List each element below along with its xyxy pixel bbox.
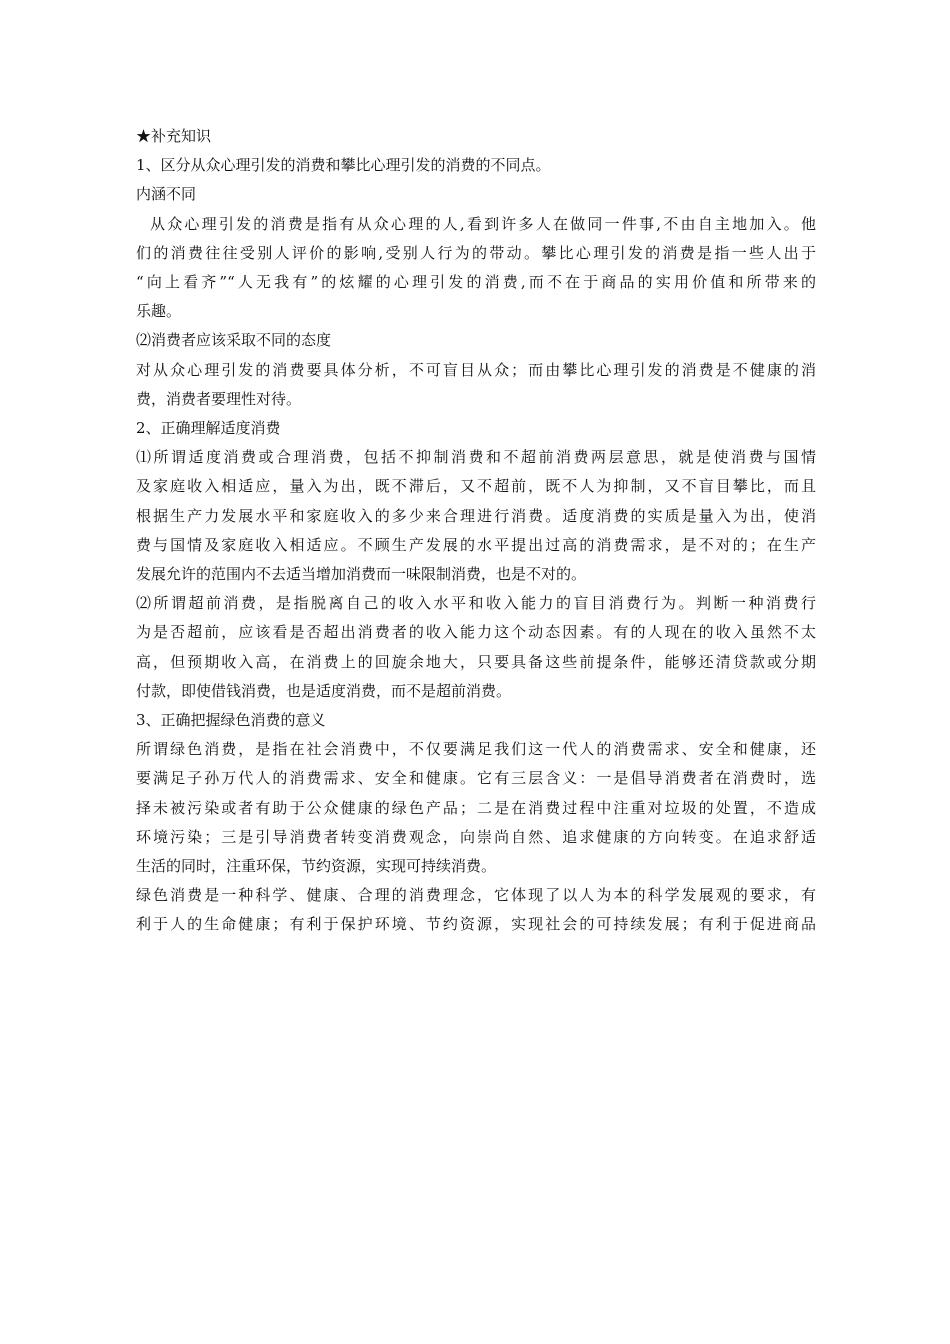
paragraph-line: 生活的同时，注重环保，节约资源，实现可持续消费。 xyxy=(136,857,497,876)
paragraph-line: 所谓绿色消费，是指在社会消费中，不仅要满足我们这一代人的消费需求、安全和健康，还 xyxy=(136,740,816,759)
subheading-connotation: 内涵不同 xyxy=(136,185,197,204)
document-page xyxy=(136,122,816,940)
paragraph-line: ⑴所谓适度消费或合理消费，包括不抑制消费和不超前消费两层意思，就是使消费与国情 xyxy=(136,448,816,467)
paragraph-line: 择未被污染或者有助于公众健康的绿色产品；二是在消费过程中注重对垃圾的处置，不造成 xyxy=(136,798,816,817)
subheading-attitude: ⑵消费者应该采取不同的态度 xyxy=(136,331,332,350)
paragraph-line: 费，消费者要理性对待。 xyxy=(136,389,302,408)
paragraph-line: 环境污染；三是引导消费者转变消费观念，向崇尚自然、追求健康的方向转变。在追求舒适 xyxy=(136,827,816,846)
paragraph-line: 对从众心理引发的消费要具体分析，不可盲目从众；而由攀比心理引发的消费是不健康的消 xyxy=(136,360,816,379)
paragraph-line: 及家庭收入相适应，量入为出，既不滞后，又不超前，既不人为抑制，又不盲目攀比，而且 xyxy=(136,477,816,496)
paragraph-line: 要满足子孙万代人的消费需求、安全和健康。它有三层含义：一是倡导消费者在消费时，选 xyxy=(136,769,816,788)
paragraph-line: 费与国情及家庭收入相适应。不顾生产发展的水平提出过高的消费需求，是不对的；在生产 xyxy=(136,535,816,554)
section-title-supplement: ★补充知识 xyxy=(136,127,212,145)
paragraph-line: 高，但预期收入高，在消费上的回旋余地大，只要具备这些前提条件，能够还清贷款或分期 xyxy=(136,652,816,671)
paragraph-line: 付款，即使借钱消费，也是适度消费，而不是超前消费。 xyxy=(136,681,512,700)
paragraph-line: 乐趣。 xyxy=(136,302,182,321)
heading-1: 1、区分从众心理引发的消费和攀比心理引发的消费的不同点。 xyxy=(136,156,551,175)
paragraph-line: “向上看齐”“人无我有”的炫耀的心理引发的消费,而不在于商品的实用价值和所带来的 xyxy=(136,273,816,292)
heading-3: 3、正确把握绿色消费的意义 xyxy=(136,711,326,730)
paragraph-line: 从众心理引发的消费是指有从众心理的人,看到许多人在做同一件事,不由自主地加入。他 xyxy=(136,214,816,233)
paragraph-line: 绿色消费是一种科学、健康、合理的消费理念，它体现了以人为本的科学发展观的要求，有 xyxy=(136,886,816,905)
paragraph-line: 发展允许的范围内不去适当增加消费而一味限制消费，也是不对的。 xyxy=(136,565,587,584)
heading-2: 2、正确理解适度消费 xyxy=(136,419,281,438)
paragraph-line: 为是否超前，应该看是否超出消费者的收入能力这个动态因素。有的人现在的收入虽然不太 xyxy=(136,623,816,642)
paragraph-line: 们的消费往往受别人评价的影响,受别人行为的带动。攀比心理引发的消费是指一些人出于 xyxy=(136,243,816,262)
paragraph-line: 利于人的生命健康；有利于保护环境、节约资源，实现社会的可持续发展；有利于促进商品 xyxy=(136,915,816,934)
paragraph-line: ⑵所谓超前消费，是指脱离自己的收入水平和收入能力的盲目消费行为。判断一种消费行 xyxy=(136,594,816,613)
paragraph-line: 根据生产力发展水平和家庭收入的多少来合理进行消费。适度消费的实质是量入为出，使消 xyxy=(136,506,816,525)
